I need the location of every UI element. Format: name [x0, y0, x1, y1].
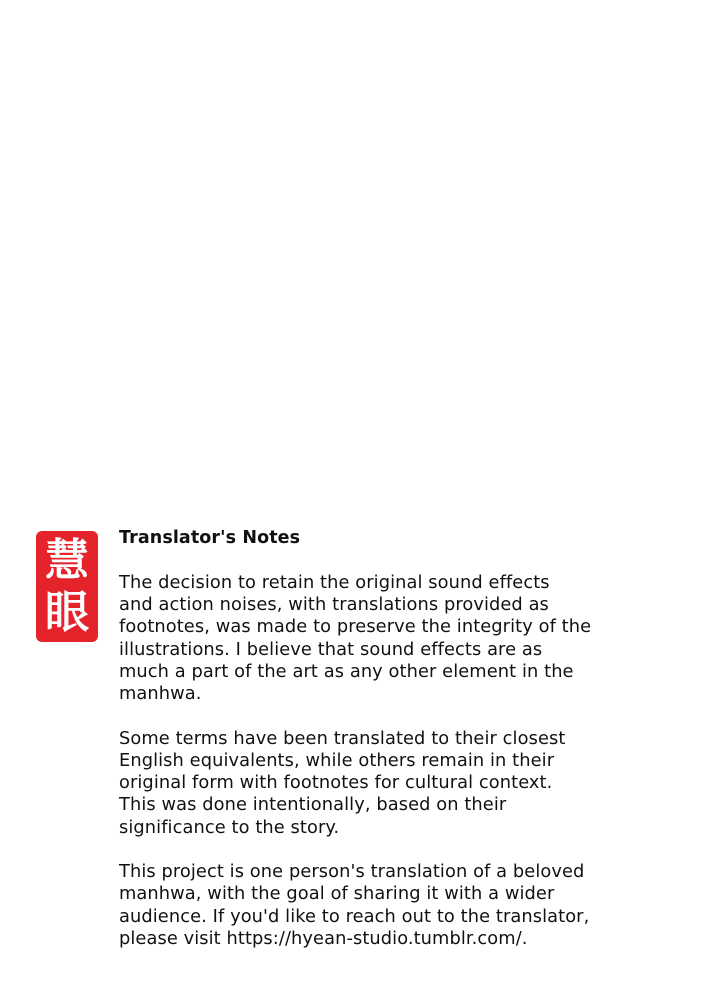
paragraph-line: manhwa. — [119, 683, 202, 705]
paragraph-line: footnotes, was made to preserve the integrity of the — [119, 616, 592, 638]
paragraph-line: This project is one person's translation of a beloved — [119, 861, 585, 883]
seal-character-top: 慧 — [45, 534, 89, 586]
paragraph-line: much a part of the art as any other element in the — [119, 660, 574, 682]
paragraph-line: This was done intentionally, based on their — [119, 794, 507, 816]
paragraph-line: English equivalents, while others remain in their — [119, 749, 555, 771]
notes-paragraph-sound-effects — [119, 572, 639, 705]
notes-title: Translator's Notes — [119, 528, 301, 548]
paragraph-line: original form with footnotes for cultural context. — [119, 772, 553, 794]
seal-character-bottom: 眼 — [45, 586, 89, 638]
paragraph-line: The decision to retain the original sound effects — [119, 572, 550, 593]
translator-seal-stamp — [36, 531, 98, 642]
notes-paragraph-contact — [119, 861, 639, 950]
notes-paragraph-terms — [119, 728, 639, 839]
paragraph-line: and action noises, with translations provided as — [119, 594, 549, 616]
paragraph-line: Some terms have been translated to their closest — [119, 727, 566, 749]
paragraph-line: manhwa, with the goal of sharing it with a wider — [119, 883, 555, 905]
paragraph-line: significance to the story. — [119, 816, 340, 838]
paragraph-line: illustrations. I believe that sound effects are as — [119, 638, 543, 660]
paragraph-line-with-link: please visit https://hyean-studio.tumblr.com/. — [119, 927, 528, 949]
translator-notes — [119, 524, 639, 950]
paragraph-line: audience. If you'd like to reach out to the translator, — [119, 905, 590, 927]
